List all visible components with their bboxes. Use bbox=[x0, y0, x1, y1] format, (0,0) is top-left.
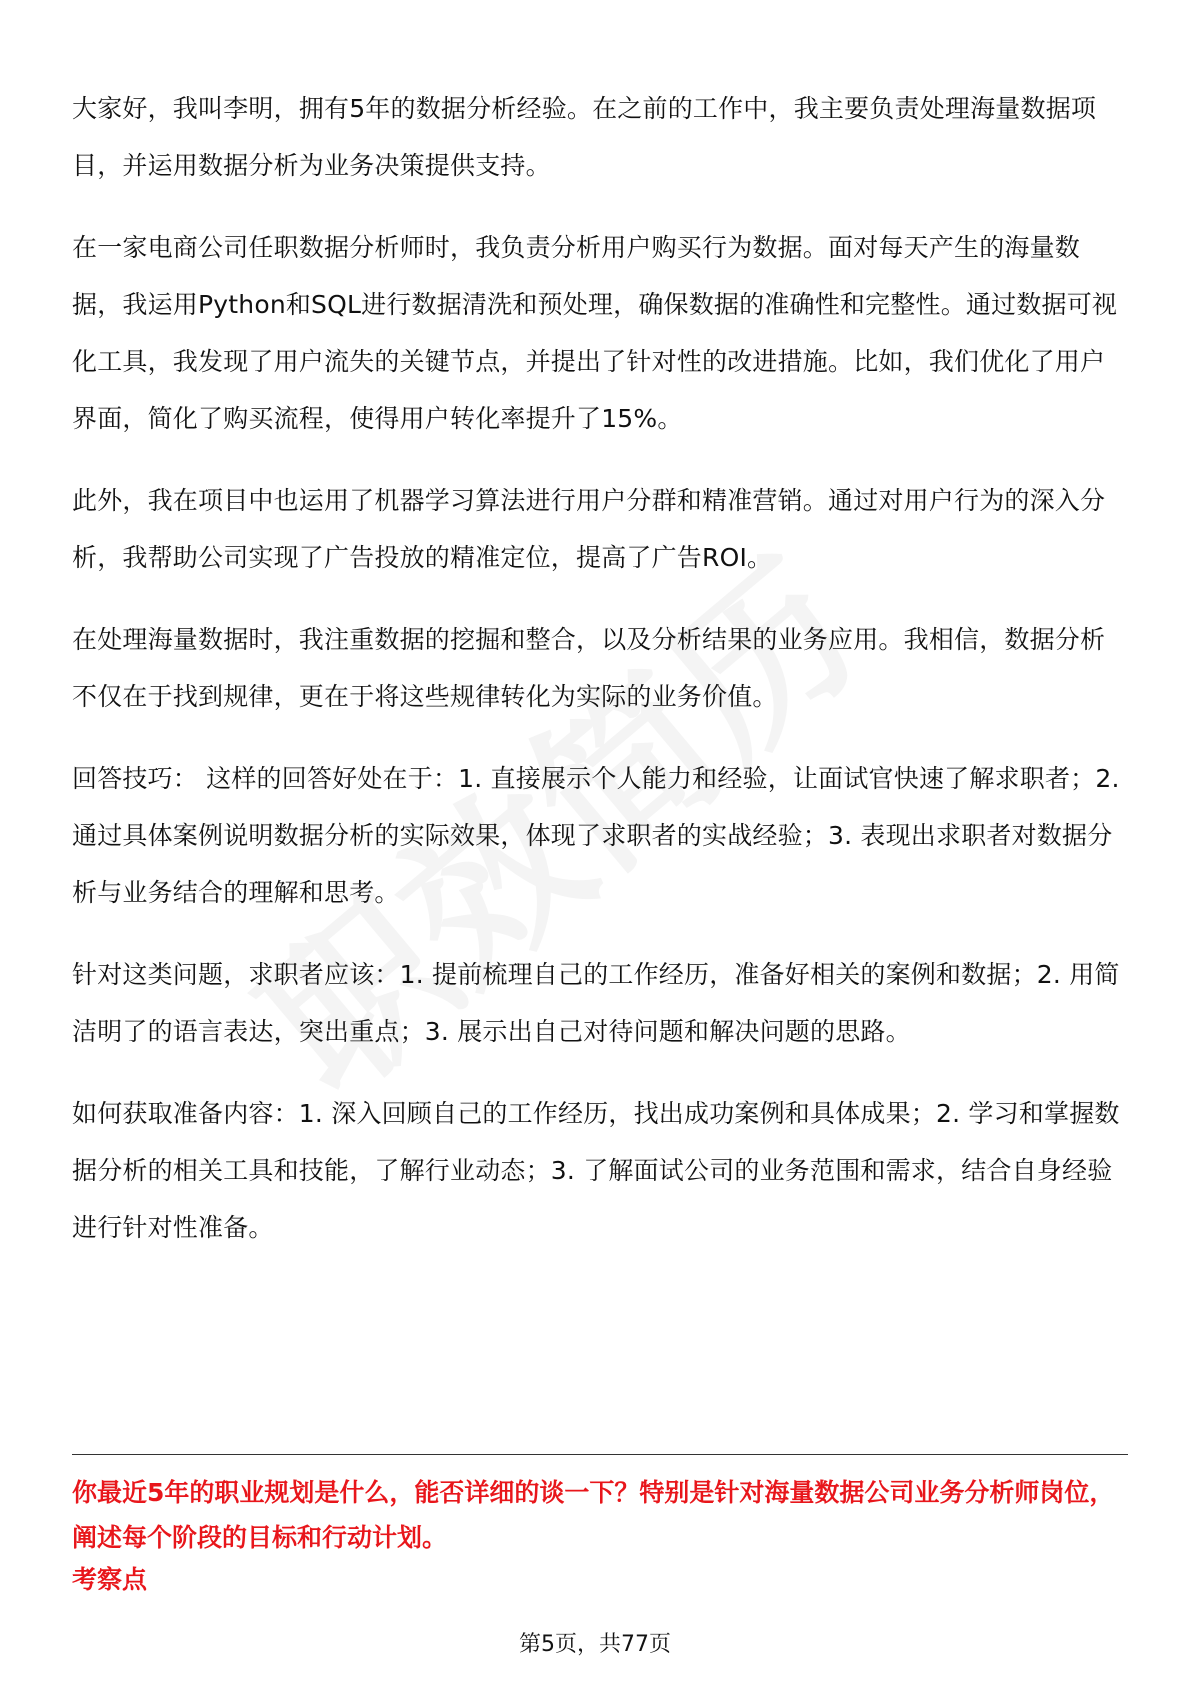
paragraph-machine-learning: 此外，我在项目中也运用了机器学习算法进行用户分群和精准营销。通过对用户行为的深入分析，我帮助公司实现了广告投放的精准定位，提高了广告ROI。 bbox=[72, 486, 1106, 572]
interview-question: 你最近5年的职业规划是什么，能否详细的谈一下？特别是针对海量数据公司业务分析师岗位，阐述每个阶段的目标和行动计划。 bbox=[72, 1478, 1115, 1552]
paragraph-how-to-answer: 针对这类问题，求职者应该：1. 提前梳理自己的工作经历，准备好相关的案例和数据；2. 用简洁明了的语言表达，突出重点；3. 展示出自己对待问题和解决问题的思路。 bbox=[72, 960, 1120, 1046]
section-divider bbox=[72, 1454, 1128, 1455]
paragraph-preparation: 如何获取准备内容：1. 深入回顾自己的工作经历，找出成功案例和具体成果；2. 学习和掌握数据分析的相关工具和技能，了解行业动态；3. 了解面试公司的业务范围和需求，结合自身经验进行针对性准备。 bbox=[72, 1099, 1120, 1242]
paragraph-intro: 大家好，我叫李明，拥有5年的数据分析经验。在之前的工作中，我主要负责处理海量数据项目，并运用数据分析为业务决策提供支持。 bbox=[72, 94, 1097, 180]
paragraph-ecommerce-case: 在一家电商公司任职数据分析师时，我负责分析用户购买行为数据。面对每天产生的海量数据，我运用Python和SQL进行数据清洗和预处理，确保数据的准确性和完整性。通过数据可视化工具，我发现了用户流失的关键节点，并提出了针对性的改进措施。比如，我们优化了用户界面，简化了购买流程，使得用户转化率提升了15%。 bbox=[72, 233, 1118, 433]
page-number: 第5页，共77页 bbox=[519, 1632, 671, 1657]
paragraph-business-value: 在处理海量数据时，我注重数据的挖掘和整合，以及分析结果的业务应用。我相信，数据分析不仅在于找到规律，更在于将这些规律转化为实际的业务价值。 bbox=[72, 625, 1106, 711]
answer-body bbox=[72, 80, 1128, 1281]
section-subheading: 考察点 bbox=[72, 1565, 148, 1594]
paragraph-answer-tips: 回答技巧： 这样的回答好处在于：1. 直接展示个人能力和经验，让面试官快速了解求职者；2. 通过具体案例说明数据分析的实际效果，体现了求职者的实战经验；3. 表现出求职者对数据分析与业务结合的理解和思考。 bbox=[72, 764, 1120, 907]
